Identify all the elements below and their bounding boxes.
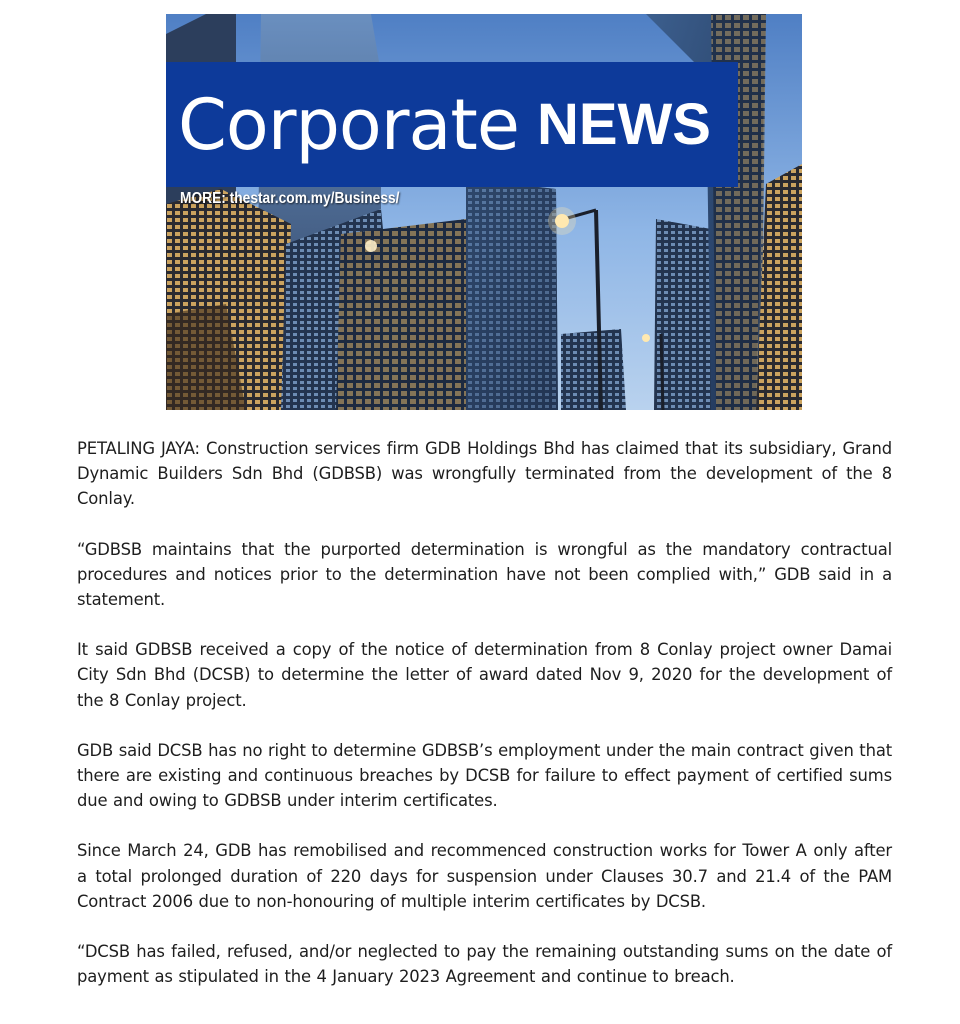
article-paragraph: “DCSB has failed, refused, and/or neglected to pay the remaining outstanding sums on the date of payment as stipulated in the 4 January 2023 Agreement and continue to breach.: [77, 942, 892, 987]
article-paragraph: PETALING JAYA: Construction services firm GDB Holdings Bhd has claimed that its subsidiary, Grand Dynamic Builders Sdn Bhd (GDBSB) was wrongfully terminated from the development of the 8 Conlay.: [77, 439, 892, 509]
article-body: [77, 436, 892, 1014]
article-paragraph: GDB said DCSB has no right to determine GDBSB’s employment under the main contract given that there are existing and continuous breaches by DCSB for failure to effect payment of certified sums due and owing to GDBSB under interim certificates.: [77, 740, 892, 811]
banner-more-link: MORE: thestar.com.my/Business/: [180, 190, 400, 207]
corporate-news-banner: [166, 14, 802, 410]
corporate-news-title-box: [166, 62, 738, 187]
banner-title-news: NEWS: [536, 91, 711, 157]
article-paragraph: Since March 24, GDB has remobilised and recommenced construction works for Tower A only after a total prolonged duration of 220 days for suspension under Clauses 30.7 and 21.4 of the PAM Contract 2006 due to non-honouring of multiple interim certificates by DCSB.: [77, 841, 892, 911]
article-paragraph: It said GDBSB received a copy of the notice of determination from 8 Conlay project owner Damai City Sdn Bhd (DCSB) to determine the letter of award dated Nov 9, 2020 for the development of the 8 Conlay project.: [77, 640, 892, 710]
article-paragraph: “GDBSB maintains that the purported determination is wrongful as the mandatory contractual procedures and notices prior to the determination have not been complied with,” GDB said in a statement.: [77, 539, 892, 610]
banner-title-corporate: Corporate: [178, 83, 519, 166]
